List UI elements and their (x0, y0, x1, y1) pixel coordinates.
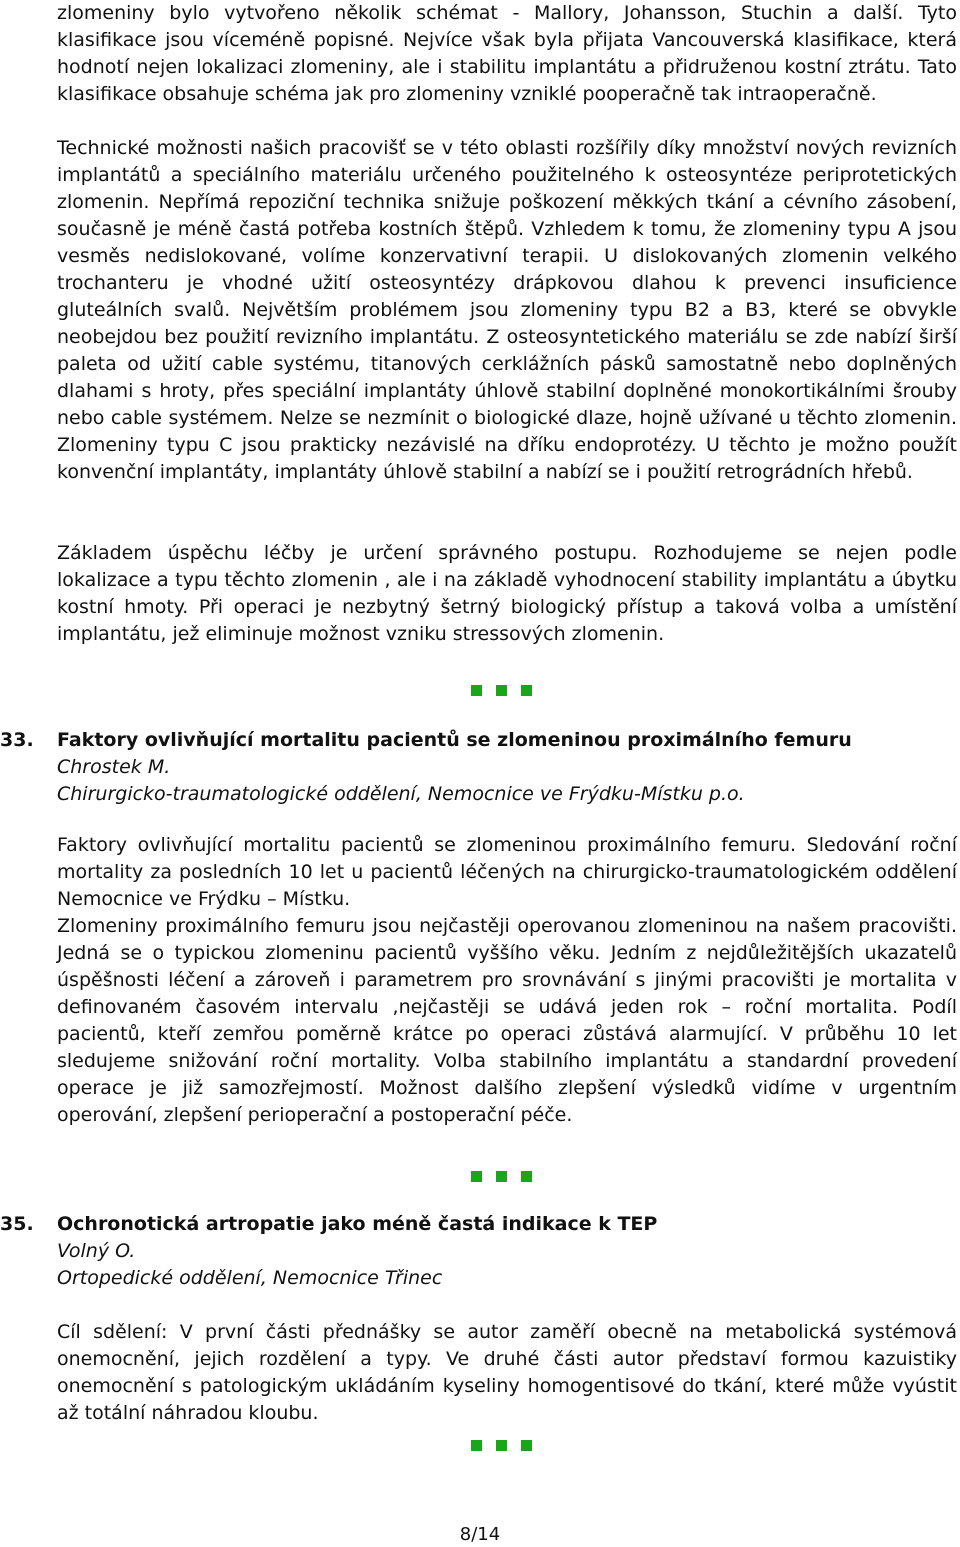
page-number: 8/14 (459, 1524, 501, 1545)
section-separator (471, 685, 541, 698)
abstract-33-number: 33. (0, 729, 34, 751)
intro-paragraph-3: Základem úspěchu léčby je určení správného postupu. Rozhodujeme se nejen podle lokalizace a typu těchto zlomenin , ale i na základě vyhodnocení stability implantátu a úbytku kostní hmoty. Při operaci je nezbytný šetrný biologický přístup a taková volba a umístění implantátu, jež eliminuje možnost vzniku stressových zlomenin. (57, 542, 957, 645)
abstract-33-paragraph-2: Zlomeniny proximálního femuru jsou nejčastěji operovanou zlomeninou na našem pracovišti. Jedná se o typickou zlomeninu pacientů vyššího věku. Jedním z nejdůležitějších ukazatelů úspěšnosti léčení a zároveň i parametrem pro srovnávání s jinými pracovišti je mortalita v definovaném časovém intervalu ,nejčastěji se udává jeden rok – roční mortalita. Podíl pacientů, kteří zemřou poměrně krátce po operaci zůstává alarmující. V průběhu 10 let sledujeme snižování roční mortality. Volba stabilního implantátu a standardní provedení operace je již samozřejmostí. Možnost dalšího zlepšení výsledků vidíme v urgentním operování, zlepšení perioperační a postoperační péče. (57, 915, 957, 1126)
section-separator (471, 1440, 541, 1453)
abstract-33-title: Faktory ovlivňující mortalitu pacientů se zlomeninou proximálního femuru (57, 729, 852, 751)
intro-paragraph-2: Technické možnosti našich pracovišť se v této oblasti rozšířily díky množství nových revizních implantátů a speciálního materiálu určeného použitelného k osteosyntéze periprotetických zlomenin. Nepřímá repoziční technika snižuje poškození měkkých tkání a cévního zásobení, současně je méně častá potřeba kostních štěpů. Vzhledem k tomu, že zlomeniny typu A jsou vesměs nedislokované, volíme konzervativní terapii. U dislokovaných zlomenin velkého trochanteru je vhodné užití osteosyntézy drápkovou dlahou k prevenci insuficience gluteálních svalů. Největším problémem jsou zlomeniny typu B2 a B3, které se obvykle neobejdou bez použití revizního implantátu. Z osteosyntetického materiálu se zde nabízí širší paleta od užití cable systému, titanových cerklážních pásků samostatně nebo doplněných dlahami s hroty, přes speciální implantáty úhlově stabilní doplněné monokortikálními šrouby nebo cable systémem. Nelze se nezmínit o biologické dlaze, hojně užívané u těchto zlomenin. Zlomeniny typu C jsou prakticky nezávislé na dříku endoprotézy. U těchto je možno použít konvenční implantáty, implantáty úhlově stabilní a nabízí se i použití retrográdních hřebů. (57, 137, 957, 483)
abstract-35-title: Ochronotická artropatie jako méně častá indikace k TEP (57, 1213, 658, 1235)
abstract-35-paragraph-1: Cíl sdělení: V první části přednášky se autor zaměří obecně na metabolická systémová onemocnění, jejich rozdělení a typy. Ve druhé části autor představí formou kazuistiky onemocnění s patologickým ukládáním kyseliny homogentisové do tkání, které může vyústit až totální náhradou kloubu. (57, 1321, 957, 1424)
abstract-35-author: Volný O. (57, 1240, 136, 1262)
section-separator (471, 1171, 541, 1184)
abstract-33-paragraph-1: Faktory ovlivňující mortalitu pacientů se zlomeninou proximálního femuru. Sledování roční mortality za posledních 10 let u pacientů léčených na chirurgicko-traumatologickém oddělení Nemocnice ve Frýdku – Místku. (57, 834, 957, 910)
abstract-35-number: 35. (0, 1213, 34, 1235)
abstract-35-affiliation: Ortopedické oddělení, Nemocnice Třinec (57, 1267, 443, 1289)
abstract-33-author: Chrostek M. (57, 756, 171, 778)
intro-paragraph-1: zlomeniny bylo vytvořeno několik schémat - Mallory, Johansson, Stuchin a další. Tyto klasifikace jsou víceméně popisné. Nejvíce však byla přijata Vancouverská klasifikace, která hodnotí nejen lokalizaci zlomeniny, ale i stabilitu implantátu a přidruženou kostní ztrátu. Tato klasifikace obsahuje schéma jak pro zlomeniny vzniklé pooperačně tak intraoperačně. (57, 2, 957, 105)
abstract-33-affiliation: Chirurgicko-traumatologické oddělení, Nemocnice ve Frýdku-Místku p.o. (57, 783, 745, 805)
